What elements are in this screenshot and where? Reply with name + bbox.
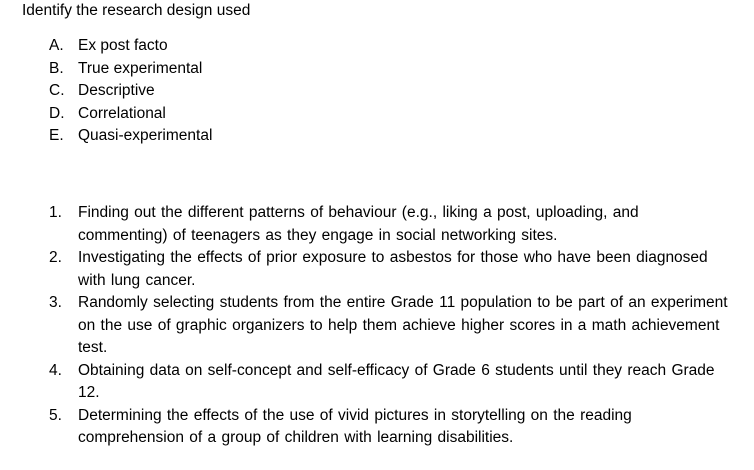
choices-list (49, 35, 212, 148)
choice-letter: D. (49, 104, 65, 122)
list-item (49, 292, 729, 360)
item-text: Investigating the effects of prior exposure to asbestos for those who have been diagnosed with lung cancer. (78, 249, 708, 289)
list-item (49, 247, 729, 292)
choice-label: Correlational (78, 104, 166, 122)
list-item (49, 405, 729, 450)
choice-c (49, 80, 212, 103)
item-text: Obtaining data on self-concept and self-efficacy of Grade 6 students until they reach Grade 12. (78, 361, 715, 401)
choice-label: Descriptive (78, 82, 155, 99)
item-text: Determining the effects of the use of vivid pictures in storytelling on the reading comprehension of a group of children with learning disabilities. (78, 406, 632, 446)
choice-a (49, 35, 212, 58)
choice-letter: A. (49, 37, 64, 54)
choice-label: Quasi-experimental (78, 127, 213, 144)
choice-d (49, 103, 212, 126)
item-number: 2. (49, 249, 62, 266)
item-number: 1. (49, 204, 62, 221)
item-number: 4. (49, 361, 62, 379)
item-number: 5. (49, 406, 62, 424)
choice-letter: E. (49, 127, 64, 144)
choice-letter: B. (49, 59, 64, 77)
choice-label: Ex post facto (78, 37, 168, 54)
item-number: 3. (49, 294, 62, 311)
choice-letter: C. (49, 82, 65, 99)
choice-b (49, 58, 212, 81)
choice-label: True experimental (78, 59, 203, 77)
numbered-items-list (49, 202, 729, 450)
list-item (49, 360, 729, 405)
item-text: Randomly selecting students from the entire Grade 11 population to be part of an experiment on the use of graphic organizers to help them achieve higher scores in a math achievement test. (78, 294, 728, 356)
item-text: Finding out the different patterns of behaviour (e.g., liking a post, uploading, and commenting) of teenagers as they engage in social networking sites. (78, 204, 639, 244)
list-item (49, 202, 729, 247)
choice-e (49, 125, 212, 148)
instruction-text: Identify the research design used (22, 2, 251, 19)
